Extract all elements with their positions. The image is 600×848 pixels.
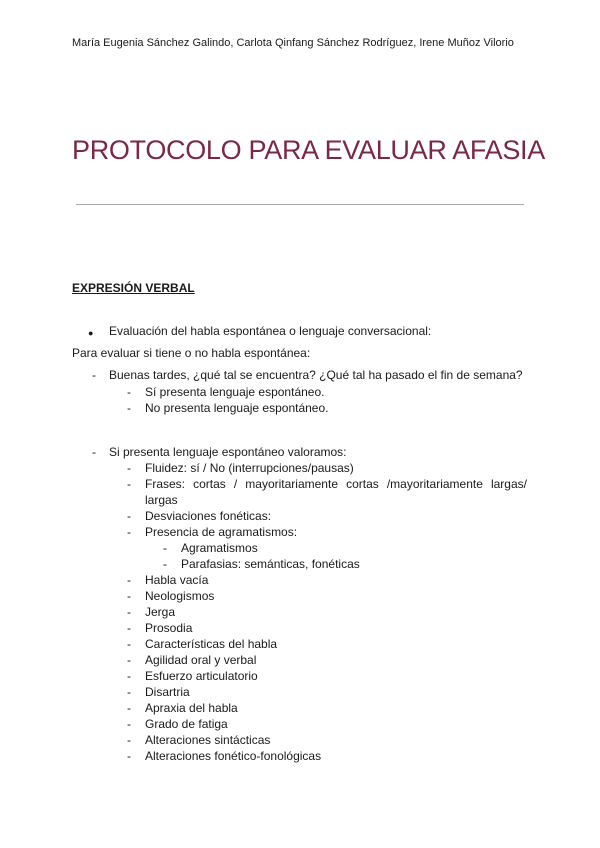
assessment-item: Jerga [145, 605, 176, 619]
dash-marker: - [127, 605, 131, 619]
option-item: Sí presenta lenguaje espontáneo. [145, 385, 325, 399]
assessment-item: Esfuerzo articulatorio [145, 669, 258, 683]
title-divider [76, 204, 524, 205]
bullet-text: Evaluación del habla espontánea o lenguaje conversacional: [109, 324, 432, 338]
dash-marker: - [127, 669, 131, 683]
option-item: No presenta lenguaje espontáneo. [145, 401, 329, 415]
dash-marker: - [127, 637, 131, 651]
dash-marker: - [92, 445, 96, 459]
dash-marker: - [163, 541, 167, 555]
assessment-item: Características del habla [145, 637, 278, 651]
assessment-item: Agilidad oral y verbal [145, 653, 257, 667]
assessment-text: Si presenta lenguaje espontáneo valoramos: [109, 445, 347, 459]
dash-marker: - [127, 653, 131, 667]
bullet-marker: ● [88, 328, 94, 338]
assessment-item: Frases: cortas / mayoritariamente cortas /mayoritariamente largas/ largas [145, 477, 527, 507]
question-text: Buenas tardes, ¿qué tal se encuentra? ¿Qué tal ha pasado el fin de semana? [109, 368, 523, 382]
assessment-item: Desviaciones fonéticas: [145, 509, 272, 523]
dash-marker: - [92, 368, 96, 382]
dash-marker: - [127, 701, 131, 715]
sub-item: Parafasias: semánticas, fonéticas [181, 557, 360, 571]
dash-marker: - [127, 477, 131, 491]
dash-marker: - [127, 525, 131, 539]
dash-marker: - [127, 509, 131, 523]
dash-marker: - [127, 401, 131, 415]
dash-marker: - [127, 461, 131, 475]
dash-marker: - [127, 685, 131, 699]
dash-marker: - [127, 733, 131, 747]
dash-marker: - [127, 385, 131, 399]
assessment-item: Presencia de agramatismos: [145, 525, 298, 539]
assessment-item: Fluidez: sí / No (interrupciones/pausas) [145, 461, 354, 475]
page-title: PROTOCOLO PARA EVALUAR AFASIA [72, 135, 545, 165]
dash-marker: - [127, 749, 131, 763]
section-heading: EXPRESIÓN VERBAL [72, 281, 195, 295]
header-authors: María Eugenia Sánchez Galindo, Carlota Qinfang Sánchez Rodríguez, Irene Muñoz Vilorio [72, 37, 514, 49]
assessment-item: Apraxia del habla [145, 701, 238, 715]
assessment-item: Prosodia [145, 621, 193, 635]
assessment-item: Habla vacía [145, 573, 209, 587]
dash-marker: - [127, 573, 131, 587]
dash-marker: - [163, 557, 167, 571]
assessment-item: Grado de fatiga [145, 717, 228, 731]
dash-marker: - [127, 717, 131, 731]
intro-text: Para evaluar si tiene o no habla espontánea: [72, 346, 311, 360]
assessment-item: Disartria [145, 685, 190, 699]
assessment-item: Alteraciones fonético-fonológicas [145, 749, 322, 763]
sub-item: Agramatismos [181, 541, 258, 555]
dash-marker: - [127, 589, 131, 603]
assessment-item: Neologismos [145, 589, 215, 603]
dash-marker: - [127, 621, 131, 635]
assessment-item: Alteraciones sintácticas [145, 733, 271, 747]
